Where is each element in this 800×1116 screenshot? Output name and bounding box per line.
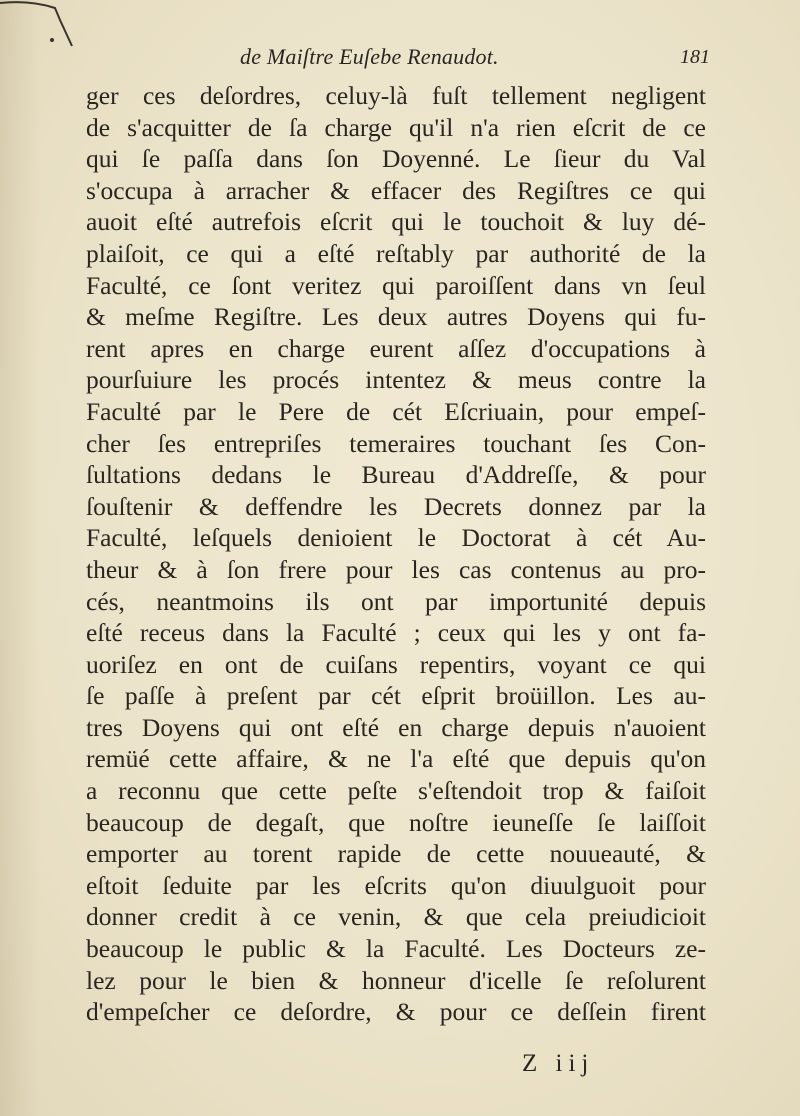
text-line: d'empeſcher ce deſordre, & pour ce deſſein firent [86, 997, 706, 1027]
text-body [86, 80, 706, 1028]
running-head [90, 44, 710, 80]
page-number: 181 [680, 46, 710, 68]
text-line: de s'acquitter de ſa charge qu'il n'a rien eſcrit de ce [86, 112, 706, 142]
text-line: a reconnu que cette peſte s'eſtendoit trop & faiſoit [86, 776, 706, 806]
text-line: Faculté, ce ſont veritez qui paroiſſent dans vn ſeul [86, 270, 706, 300]
signature-mark: Z iij [522, 1050, 595, 1077]
text-line: auoit eſté autrefois eſcrit qui le touchoit & luy dé- [86, 207, 706, 237]
text-line: rent apres en charge eurent aſſez d'occupations à [86, 333, 706, 363]
text-line: ſouſtenir & deffendre les Decrets donnez par la [86, 491, 706, 521]
running-head-title: de Maiſtre Euſebe Renaudot. [240, 44, 499, 69]
text-line: uoriſez en ont de cuiſans repentirs, voyant ce qui [86, 649, 706, 679]
text-line: & meſme Regiſtre. Les deux autres Doyens qui fu- [86, 302, 706, 332]
text-line: cés, neantmoins ils ont par importunité depuis [86, 586, 706, 616]
text-line: Faculté par le Pere de cét Eſcriuain, pour empeſ- [86, 396, 706, 426]
text-line: ſe paſſe à preſent par cét eſprit broüillon. Les au- [86, 681, 706, 711]
text-line: cher ſes entrepriſes temeraires touchant ſes Con- [86, 428, 706, 458]
text-line: lez pour le bien & honneur d'icelle ſe reſolurent [86, 965, 706, 995]
corner-ink-mark [0, 0, 90, 50]
text-line: theur & à ſon frere pour les cas contenus au pro- [86, 554, 706, 584]
text-line: pourſuiure les procés intentez & meus contre la [86, 365, 706, 395]
text-line: eſtoit ſeduite par les eſcrits qu'on diuulguoit pour [86, 870, 706, 900]
text-line: s'occupa à arracher & effacer des Regiſtres ce qui [86, 175, 706, 205]
text-line: emporter au torent rapide de cette nouueauté, & [86, 839, 706, 869]
text-line: donner credit à ce venin, & que cela preiudicioit [86, 902, 706, 932]
text-line: qui ſe paſſa dans ſon Doyenné. Le ſieur du Val [86, 144, 706, 174]
text-line: remüé cette affaire, & ne l'a eſté que depuis qu'on [86, 744, 706, 774]
text-line: Faculté, leſquels denioient le Doctorat à cét Au- [86, 523, 706, 553]
text-line: beaucoup de degaſt, que noſtre ieuneſſe ſe laiſſoit [86, 807, 706, 837]
text-line: plaiſoit, ce qui a eſté reſtably par authorité de la [86, 238, 706, 268]
text-line: eſté receus dans la Faculté ; ceux qui les y ont fa- [86, 618, 706, 648]
text-line: ſultations dedans le Bureau d'Addreſſe, & pour [86, 460, 706, 490]
text-line: beaucoup le public & la Faculté. Les Docteurs ze- [86, 934, 706, 964]
text-line: ger ces deſordres, celuy-là fuſt tellement negligent [86, 81, 706, 110]
text-line: tres Doyens qui ont eſté en charge depuis n'auoient [86, 712, 706, 742]
